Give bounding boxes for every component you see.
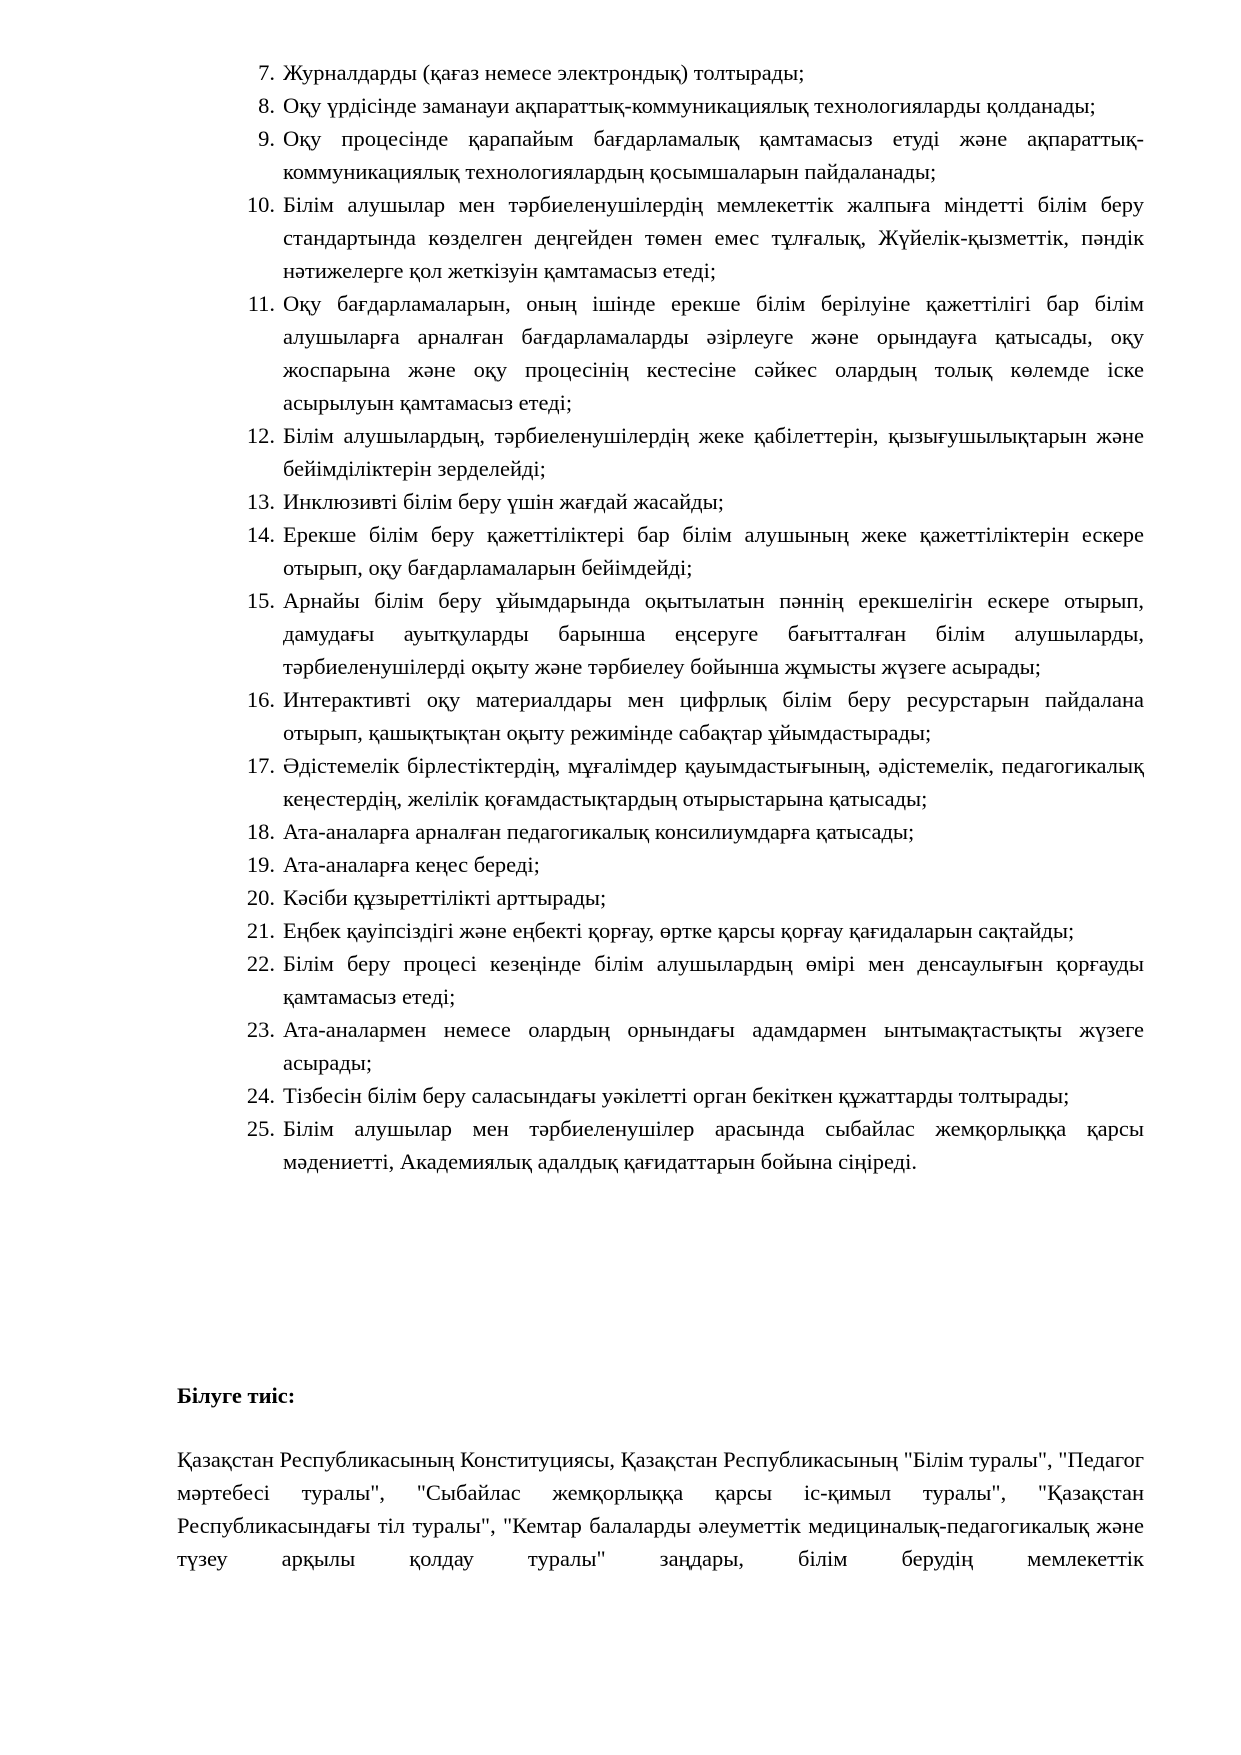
list-item-text: Оқу процесінде қарапайым бағдарламалық қамтамасыз етуді және ақпараттық-коммуникациялық технологиялардың қосымшаларын пайдаланады; (283, 126, 1144, 184)
list-item-number: 23. (246, 1017, 275, 1042)
list-item-text: Ата-аналарға кеңес береді; (283, 852, 540, 877)
list-item-text: Инклюзивті білім беру үшін жағдай жасайды; (283, 489, 724, 514)
list-item-text: Арнайы білім беру ұйымдарында оқытылатын пәннің ерекшелігін ескере отырып, дамудағы ауытқуларды барынша еңсеруге бағытталған білім алушыларды, тәрбиеленушілерді оқыту және тәрбиелеу бойынша жұмысты жүзеге асырады; (283, 588, 1144, 679)
body-paragraph: Қазақстан Республикасының Конституциясы, Қазақстан Республикасының "Білім туралы", "Педагог мәртебесі туралы", "Сыбайлас жемқорлыққа қарсы іс-қимыл туралы", "Қазақстан Республикасындағы тіл туралы", "Кемтар балаларды әлеуметтік медициналық-педагогикалық және түзеу арқылы қолдау туралы" заңдары, білім берудің мемлекеттік (177, 1447, 1144, 1571)
list-item (240, 56, 1144, 89)
duties-list (240, 56, 1144, 1178)
list-item-text: Интерактивті оқу материалдары мен цифрлық білім беру ресурстарын пайдалана отырып, қашықтықтан оқыту режимінде сабақтар ұйымдастырады; (283, 687, 1144, 745)
list-item (240, 848, 1144, 881)
list-item-number: 22. (246, 951, 275, 976)
list-item-text: Білім алушылардың, тәрбиеленушілердің жеке қабілеттерін, қызығушылықтарын және бейімділіктерін зерделейді; (283, 423, 1144, 481)
list-item-number: 25. (246, 1116, 275, 1141)
list-item-text: Еңбек қауіпсіздігі және еңбекті қорғау, өртке қарсы қорғау қағидаларын сақтайды; (283, 918, 1075, 943)
list-item-text: Тізбесін білім беру саласындағы уәкілетті орган бекіткен құжаттарды толтырады; (283, 1083, 1070, 1108)
list-item-number: 7. (258, 60, 275, 85)
list-item-number: 12. (246, 423, 275, 448)
list-item-number: 17. (246, 753, 275, 778)
list-item (240, 419, 1144, 485)
list-item-number: 24. (246, 1083, 275, 1108)
list-item (240, 485, 1144, 518)
list-item-text: Оқу бағдарламаларын, оның ішінде ерекше білім берілуіне қажеттілігі бар білім алушыларға арналған бағдарламаларды әзірлеуге және орындауға қатысады, оқу жоспарына және оқу процесінің кестесіне сәйкес олардың толық көлемде іске асырылуын қамтамасыз етеді; (283, 291, 1144, 415)
list-item (240, 881, 1144, 914)
list-item-number: 18. (246, 819, 275, 844)
list-item-number: 13. (246, 489, 275, 514)
list-item (240, 815, 1144, 848)
list-item (240, 518, 1144, 584)
list-item-number: 14. (246, 522, 275, 547)
list-item-text: Ата-аналармен немесе олардың орнындағы адамдармен ынтымақтастықты жүзеге асырады; (283, 1017, 1144, 1075)
list-item (240, 1079, 1144, 1112)
list-item-text: Білім алушылар мен тәрбиеленушілердің мемлекеттік жалпыға міндетті білім беру стандартында көзделген деңгейден төмен емес тұлғалық, Жүйелік-қызметтік, пәндік нәтижелерге қол жеткізуін қамтамасыз етеді; (283, 192, 1144, 283)
list-item-number: 11. (247, 291, 275, 316)
list-item-text: Әдістемелік бірлестіктердің, мұғалімдер қауымдастығының, әдістемелік, педагогикалық кеңестердің, желілік қоғамдастықтардың отырыстарына қатысады; (283, 753, 1144, 811)
list-item-text: Кәсіби құзыреттілікті арттырады; (283, 885, 607, 910)
list-item (240, 188, 1144, 287)
list-item-text: Оқу үрдісінде заманауи ақпараттық-коммуникациялық технологияларды қолданады; (283, 93, 1096, 118)
list-item (240, 287, 1144, 419)
list-item-number: 16. (246, 687, 275, 712)
list-item (240, 584, 1144, 683)
list-item (240, 914, 1144, 947)
section-heading: Білуге тиіс: (177, 1383, 296, 1408)
list-item (240, 947, 1144, 1013)
list-item-text: Білім беру процесі кезеңінде білім алушылардың өмірі мен денсаулығын қорғауды қамтамасыз етеді; (283, 951, 1144, 1009)
list-item-number: 21. (246, 918, 275, 943)
list-item-number: 8. (258, 93, 275, 118)
list-item (240, 683, 1144, 749)
list-item (240, 749, 1144, 815)
list-item (240, 89, 1144, 122)
list-item (240, 122, 1144, 188)
list-item-number: 19. (246, 852, 275, 877)
list-item (240, 1013, 1144, 1079)
list-item-number: 15. (246, 588, 275, 613)
list-item-text: Ерекше білім беру қажеттіліктері бар білім алушының жеке қажеттіліктерін ескере отырып, оқу бағдарламаларын бейімдейді; (283, 522, 1144, 580)
list-item-text: Ата-аналарға арналған педагогикалық консилиумдарға қатысады; (283, 819, 915, 844)
list-item-number: 9. (258, 126, 275, 151)
list-item-text: Журналдарды (қағаз немесе электрондық) толтырады; (283, 60, 805, 85)
list-item-number: 10. (246, 192, 275, 217)
list-item-number: 20. (246, 885, 275, 910)
list-item-text: Білім алушылар мен тәрбиеленушілер арасында сыбайлас жемқорлыққа қарсы мәдениетті, Академиялық адалдық қағидаттарын бойына сіңіреді. (283, 1116, 1144, 1174)
list-item (240, 1112, 1144, 1178)
